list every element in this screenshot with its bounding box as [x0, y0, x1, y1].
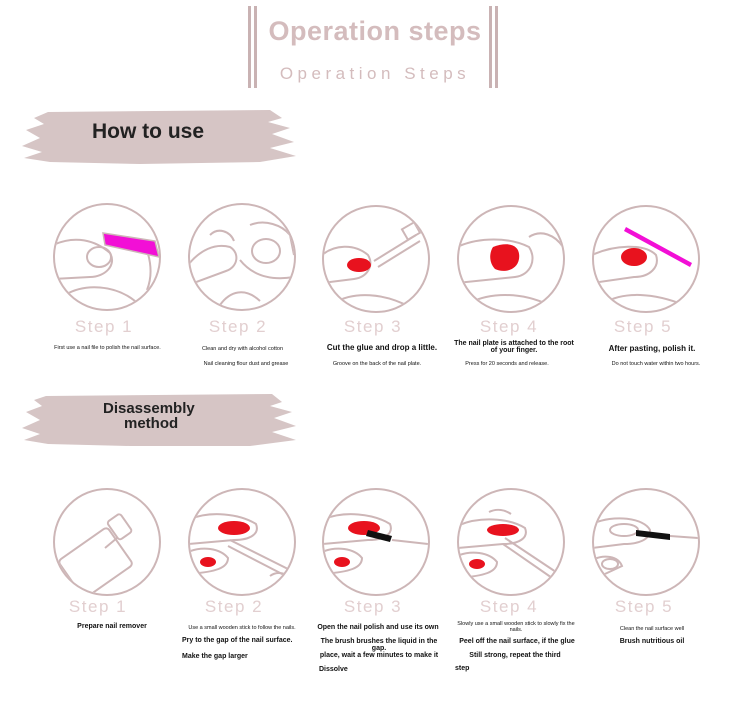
- dis-step-2-label: Step 2: [204, 597, 264, 616]
- remover-bottle-icon: [58, 527, 134, 594]
- page-title: Operation steps: [268, 16, 482, 46]
- dis-step-2-caption-2: Pry to the gap of the nail surface.: [182, 637, 293, 644]
- dis-step-3-caption-3: place, wait a few minutes to make it: [319, 652, 439, 659]
- nail-file-icon: [103, 233, 159, 257]
- dis-step-4-label: Step 4: [479, 597, 539, 616]
- how-step-5-caption-1: After pasting, polish it.: [608, 344, 696, 353]
- how-step-1-illustration: [53, 203, 161, 311]
- dis-step-1-label: Step 1: [68, 597, 128, 616]
- dis-step-1-illustration: [53, 488, 161, 596]
- how-step-2-illustration: [188, 203, 296, 311]
- how-step-5-caption-2: Do not touch water within two hours.: [611, 361, 701, 367]
- dis-step-2-illustration: [188, 488, 296, 596]
- page-subtitle: Operation Steps: [279, 64, 471, 83]
- how-step-2-label: Step 2: [208, 317, 268, 336]
- dis-step-3-caption-4: Dissolve: [319, 666, 348, 673]
- how-step-5-label: Step 5: [613, 317, 673, 336]
- disassembly-heading-line-2: method: [124, 415, 179, 432]
- dis-step-5-label: Step 5: [614, 597, 674, 616]
- dis-step-4-illustration: [457, 488, 565, 596]
- how-step-3-label: Step 3: [343, 317, 403, 336]
- dis-step-5-illustration: [592, 488, 700, 596]
- how-step-4-caption-1: The nail plate is attached to the root of your finger.: [454, 340, 574, 354]
- red-nail-icon: [347, 258, 371, 272]
- dis-step-4-caption-3: Still strong, repeat the third: [469, 652, 561, 659]
- dis-step-3-illustration: [322, 488, 430, 596]
- how-to-use-heading: How to use: [92, 120, 205, 143]
- dis-step-4-caption-4: step: [455, 665, 470, 672]
- dis-step-4-caption-1: Slowly use a small wooden stick to slowly fix the nails.: [457, 621, 575, 633]
- dis-step-2-caption-3: Make the gap larger: [182, 653, 248, 660]
- dis-step-4-caption-2: Peel off the nail surface, if the glue: [459, 638, 575, 645]
- how-step-3-caption-2: Groove on the back of the nail plate.: [332, 361, 422, 367]
- dis-step-5-caption-2: Brush nutritious oil: [619, 638, 685, 645]
- red-nail-plate-icon: [490, 244, 519, 271]
- dis-step-5-caption-1: Clean the nail surface well: [619, 626, 685, 632]
- how-step-2-caption-2: Nail cleaning flour dust and grease: [203, 361, 289, 367]
- dis-step-1-caption: Prepare nail remover: [77, 623, 147, 630]
- how-step-4-illustration: [457, 205, 565, 313]
- how-step-5-illustration: [592, 205, 700, 313]
- dis-step-3-caption-2: The brush brushes the liquid in the gap.: [320, 638, 438, 652]
- how-step-2-caption-1: Clean and dry with alcohol cotton: [201, 346, 284, 352]
- oil-brush-icon: [636, 530, 670, 540]
- how-step-1-caption: First use a nail file to polish the nail surface.: [54, 345, 161, 351]
- dis-step-2-caption-1: Use a small wooden stick to follow the nails.: [188, 625, 296, 631]
- dis-step-3-label: Step 3: [343, 597, 403, 616]
- dis-step-3-caption-1: Open the nail polish and use its own: [317, 624, 439, 631]
- red-nail-icon: [621, 248, 647, 266]
- how-step-3-caption-1: Cut the glue and drop a little.: [326, 343, 438, 352]
- how-step-4-label: Step 4: [479, 317, 539, 336]
- how-step-1-label: Step 1: [74, 317, 134, 336]
- disassembly-heading-line-1: Disassembly: [103, 400, 195, 417]
- how-step-3-illustration: [322, 205, 430, 313]
- how-step-4-caption-2: Press for 20 seconds and release.: [465, 361, 549, 367]
